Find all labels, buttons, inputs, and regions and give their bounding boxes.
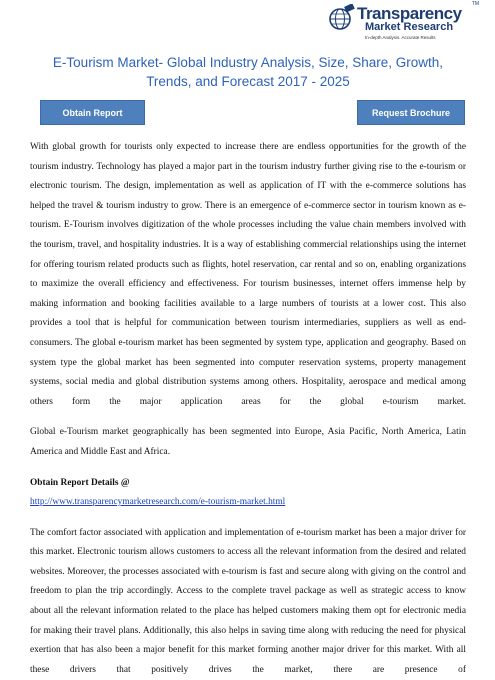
- logo-tagline: In-depth Analysis. Accurate Results: [365, 35, 436, 40]
- logo-name: Transparency: [357, 4, 462, 23]
- company-logo: [325, 1, 479, 44]
- obtain-report-button[interactable]: Obtain Report: [40, 100, 145, 125]
- report-details-heading: Obtain Report Details @: [30, 477, 130, 488]
- drivers-paragraph: The comfort factor associated with application and implementation of e-tourism market has been a major driver for this market. Electronic tourism allows customers to access all the relevant information from the desired and related websites. Moreover, the processes associated with e-tourism is fast and secure along with giving on the control and freedom to plan the trip accordingly. Access to the complete travel package as well as strategic access to know about all the relevant information related to the place has helped customers making them opt for electronic media for making their travel plans. Additionally, this also helps in saving time along with reducing the need for physical exertion that has also been a major benefit for this market forming another major driver for this market. With all these drivers that positively drives the market, there are presence of: [30, 527, 466, 675]
- trademark-mark: TM: [471, 1, 479, 7]
- request-brochure-button[interactable]: Request Brochure: [357, 100, 465, 125]
- article-body: [30, 138, 466, 680]
- logo-subtitle: Market Research: [365, 21, 454, 33]
- satellite-globe-icon: [325, 4, 355, 32]
- intro-paragraph: With global growth for tourists only expected to increase there are endless opportunities for the growth of the tourism industry. Technology has played a major part in the tourism industry further giving rise to the e-tourism or electronic tourism. The design, implementation as well as application of IT with the e-commerce solutions has helped the travel & tourism industry to grow. There is an emergence of e-commerce sector in tourism known as e-tourism. E-Tourism involves digitization of the whole processes including the value chain members involved with the tourism, travel, and hospitality industries. It is a way of establishing commercial relationships using the internet for offering tourism related products such as flights, hotel reservation, car rental and so on, enabling organizations to maximize the overall efficiency and effectiveness. For tourism businesses, internet offers immense help by making information and booking facilities available to a large numbers of tourists at a lower cost. This also provides a tool that is helpful for communication between tourism intermediaries, suppliers as well as end-consumers. The global e-tourism market has been segmented by system type, application and geography. Based on system type the global market has been segmented into computer reservation systems, property management systems, social media and global distribution systems among others. Hospitality, aerospace and medical among others form the major application areas for the global e-tourism market.: [30, 142, 466, 407]
- report-details-link[interactable]: http://www.transparencymarketresearch.com/e-tourism-market.html: [30, 497, 286, 508]
- geography-paragraph: Global e-Tourism market geographically has been segmented into Europe, Asia Pacific, North America, Latin America and Middle East and Africa.: [30, 427, 466, 457]
- page-title: E-Tourism Market- Global Industry Analysis, Size, Share, Growth, Trends, and Forecast 2017 - 2025: [52, 55, 444, 89]
